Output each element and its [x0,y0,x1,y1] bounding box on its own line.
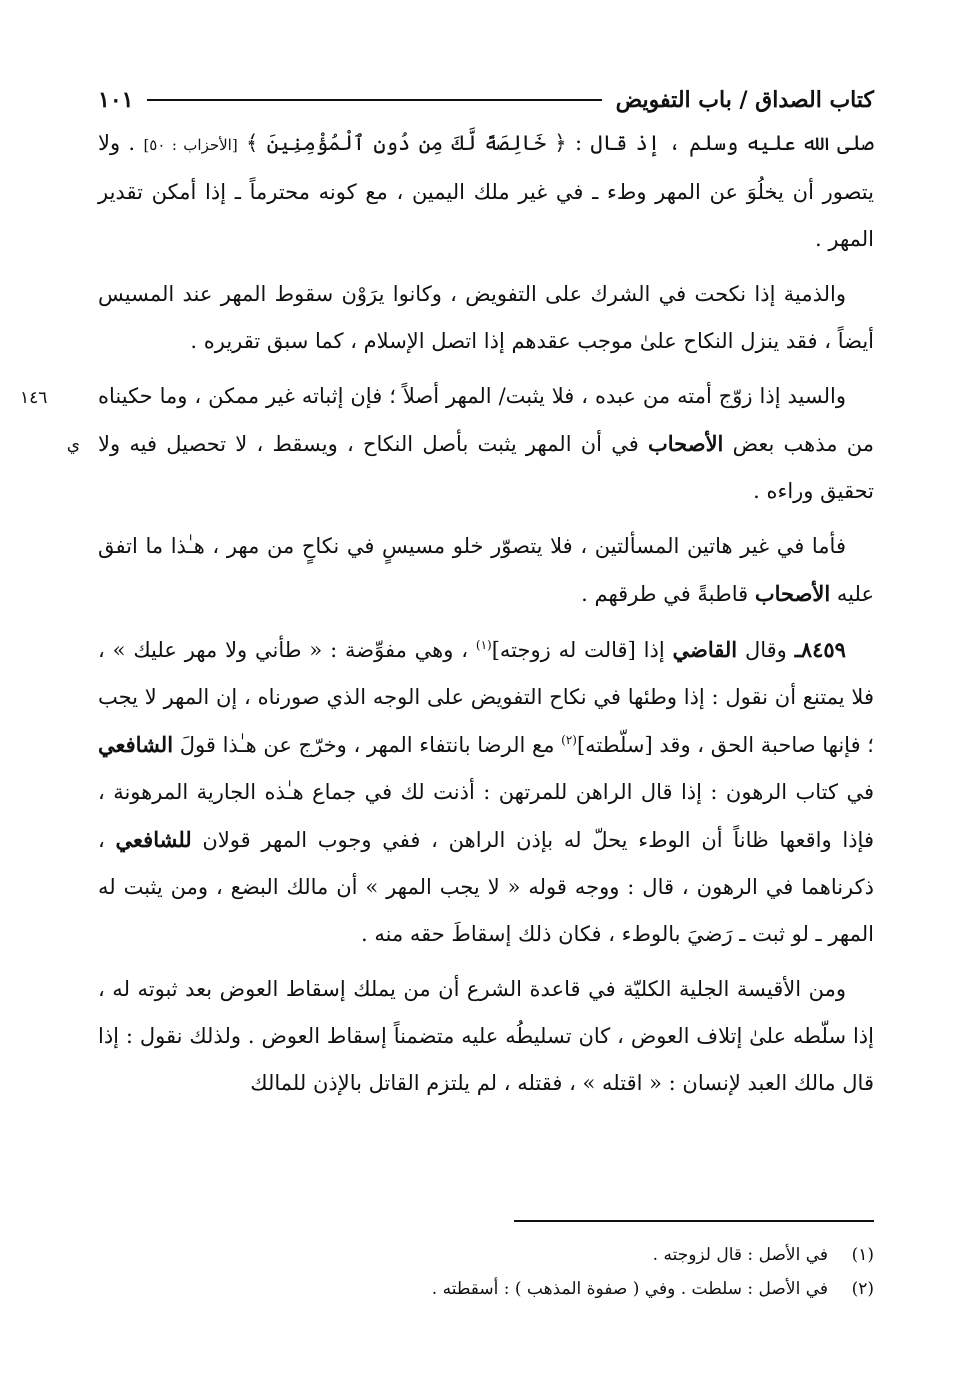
paragraph-3 [20,373,874,515]
text-run: مع الرضا بانتفاء المهر ، وخرّج عن هـٰذا قولَ [179,733,555,757]
paragraph-2: والذمية إذا نكحت في الشرك على التفويض ، وكانوا يرَوْن سقوط المهر عند المسيس أيضاً ، فقد ينزل النكاح علىٰ موجب عقدهم إذا اتصل الإسلام ، كما سبق تقريره . [98,282,874,353]
text-run: . ولا يتصور أن يخلُوَ عن المهر وطء ـ في غير ملك اليمين ، مع كونه محترماً ـ إذا أمكن تقدير المهر . [98,131,874,251]
text-run: ، ذكرناهما في الرهون ، قال : ووجه قوله « لا يجب المهر » أن مالك البضع ، ومن يثبت له المهر ـ لو ثبت ـ رَضيَ بالوطء ، فكان ذلك إسقاطَ حقه منه . [98,828,874,946]
footnote-text: في الأصل : سلطت . وفي ( صفوة المذهب ) : أسقطته . [431,1279,828,1299]
chapter-title: كتاب الصداق / باب التفويض [615,87,874,113]
paragraph-5 [98,626,874,958]
text-run: في كتاب الرهون : إذا قال الراهن للمرتهن : أذنت لك في جماع هـٰذه الجارية المرهونة ، فإذا واقعها ظاناً أن الوطء يحلّ له بإذن الراهن ، ففي وجوب المهر قولان [98,780,874,852]
text-run: وقال [744,638,787,662]
paragraph-4 [98,523,874,618]
text-run: ، وهي مفوِّضة : « طأني ولا مهر عليك » ، فلا يمتنع أن نقول : إذا وطئها في نكاح التفويض على الوجه الذي صورناه ، إن المهر لا يجب ؛ فإنها صاحبة الحق ، وقد [سلّطته] [98,638,875,757]
running-header [98,80,874,120]
paragraph-1 [98,120,874,263]
document-page [20,80,875,1360]
bold-term: الأصحاب [648,431,724,456]
footnote-marker: (١) [475,638,492,652]
main-text [20,120,875,1107]
quran-verse: ﴿ خَالِصَةً لَّكَ مِن دُونِ ٱلْمُؤْمِنِينَ ﴾ [246,131,567,155]
page-number: ١٠١ [98,87,134,113]
footnote-text: في الأصل : قال لزوجته . [652,1245,828,1265]
text-run: قاطبةً في طرقهم . [581,582,749,606]
text-run: في أن المهر يثبت بأصل النكاح ، ويسقط ، لا تحصيل فيه ولا تحقيق وراءه . [98,432,874,503]
manuscript-folio-note: ١٤٦ ي [20,388,80,455]
bold-term: الشافعي [98,732,174,757]
footnote-marker: (٢) [561,733,577,747]
header-rule [147,99,601,101]
bold-term: القاضي [672,637,738,662]
text-run: فأما في غير هاتين المسألتين ، فلا يتصوّر خلو مسيسٍ في نكاحٍ من مهر ، هـٰذا ما اتفق عليه [98,534,874,606]
footnote-separator [514,1220,874,1222]
bold-term: للشافعي [115,827,192,852]
bold-term: الأصحاب [754,581,831,606]
footnote-2 [98,1272,874,1306]
paragraph-6: ومن الأقيسة الجلية الكليّة في قاعدة الشرع أن من يملك إسقاط العوض بعد ثبوته له ، إذا سلّطه علىٰ إتلاف العوض ، كان تسليطُه عليه متضمناً إسقاط العوض . ولذلك نقول : إذا قال مالك العبد لإنسان : « اقتله » ، فقتله ، لم يلتزم القاتل بالإذن للمالك [98,977,874,1095]
footnote-1 [98,1238,874,1272]
section-number: ٨٤٥٩ـ [794,637,846,662]
text-run: إذا [قالت له زوجته] [491,638,665,662]
footnote-number: (١) [851,1245,874,1265]
footnote-number: (٢) [851,1279,874,1299]
verse-reference: [الأحزاب : ٥٠] [143,136,238,154]
text-run: والسيد إذا زوّج أمته من عبده ، فلا يثبت/ المهر أصلاً ؛ فإن إثباته غير ممكن ، وما حكيناه من مذهب بعض [98,384,874,456]
footnotes [98,1238,874,1306]
text-run: صلى الله عليه وسلم ، إذ قال : [574,131,875,155]
